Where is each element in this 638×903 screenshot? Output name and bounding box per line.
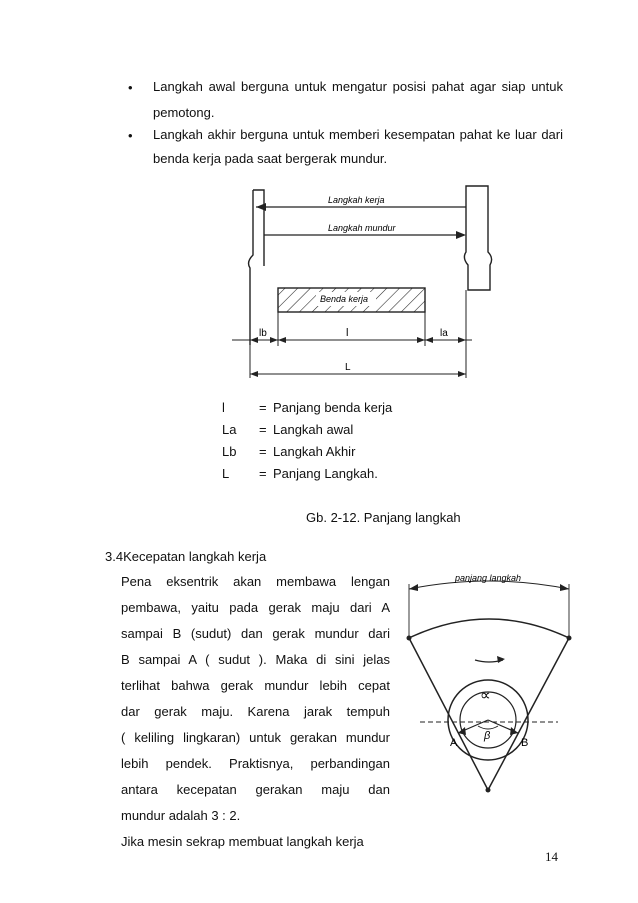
body-line-last: Jika mesin sekrap membuat langkah kerja xyxy=(121,834,364,849)
body-line: lebih pendek. Praktisnya, perbandingan xyxy=(121,756,390,771)
definition-text: Langkah awal xyxy=(273,421,354,437)
body-line: sampai B (sudut) dan gerak mundur dari xyxy=(121,626,390,641)
definition-equals: = xyxy=(259,399,267,415)
label-langkah-kerja: Langkah kerja xyxy=(328,195,385,205)
body-line: ( keliling lingkaran) untuk gerakan mundur xyxy=(121,730,390,745)
definition-symbol: l xyxy=(222,399,225,415)
body-line: dar gerak maju. Karena jarak tempuh xyxy=(121,704,390,719)
label-langkah-mundur: Langkah mundur xyxy=(328,223,396,233)
section-number: 3.4 xyxy=(105,549,124,564)
bullet-1-line-1: Langkah awal berguna untuk mengatur posisi pahat agar siap untuk xyxy=(153,79,563,94)
bullet-dot: • xyxy=(128,128,133,143)
arrow-head xyxy=(510,727,518,735)
arrow-head xyxy=(560,584,569,591)
label-alpha: ∝ xyxy=(480,687,491,704)
definition-equals: = xyxy=(259,443,267,459)
label-beta: β xyxy=(484,730,491,742)
definition-symbol: L xyxy=(222,465,230,481)
label-panjang-langkah: panjang langkah xyxy=(455,573,522,583)
bullet-2-line-2: benda kerja pada saat bergerak mundur. xyxy=(153,151,388,166)
definition-equals: = xyxy=(259,465,267,481)
body-line: B sampai A ( sudut ). Maka di sini jelas xyxy=(121,652,390,667)
definition-symbol: Lb xyxy=(222,443,237,459)
section-title: Kecepatan langkah kerja xyxy=(123,549,267,564)
label-L: L xyxy=(345,362,351,373)
label-A: A xyxy=(450,737,458,749)
definition-text: Langkah Akhir xyxy=(273,443,356,459)
bullet-dot: • xyxy=(128,80,133,95)
arrow-head xyxy=(497,656,505,663)
beta-arc xyxy=(478,726,498,729)
arrow-head xyxy=(409,584,418,591)
page-number: 14 xyxy=(545,849,558,864)
label-B: B xyxy=(521,737,529,749)
bullet-1-line-2: pemotong. xyxy=(153,105,215,120)
body-line: terlihat bahwa gerak mundur lebih cepat xyxy=(121,678,390,693)
label-benda-kerja: Benda kerja xyxy=(320,294,369,304)
body-line: antara kecepatan gerakan maju dan xyxy=(121,782,390,797)
body-line: Pena eksentrik akan membawa lengan xyxy=(121,574,390,589)
pivot-point xyxy=(486,788,491,793)
body-line: pembawa, yaitu pada gerak maju dari A xyxy=(121,600,390,615)
definition-text: Panjang benda kerja xyxy=(273,399,393,415)
definition-text: Panjang Langkah. xyxy=(273,465,378,481)
figure-caption: Gb. 2-12. Panjang langkah xyxy=(306,510,461,525)
bullet-2-line-1: Langkah akhir berguna untuk memberi kesempatan pahat ke luar dari xyxy=(153,127,563,142)
swing-arc xyxy=(409,619,569,638)
definition-symbol: La xyxy=(222,421,237,437)
label-l: l xyxy=(346,327,349,339)
label-lb: lb xyxy=(259,328,267,339)
label-la: la xyxy=(440,328,448,339)
body-line: mundur adalah 3 : 2. xyxy=(121,808,241,823)
definition-equals: = xyxy=(259,421,267,437)
